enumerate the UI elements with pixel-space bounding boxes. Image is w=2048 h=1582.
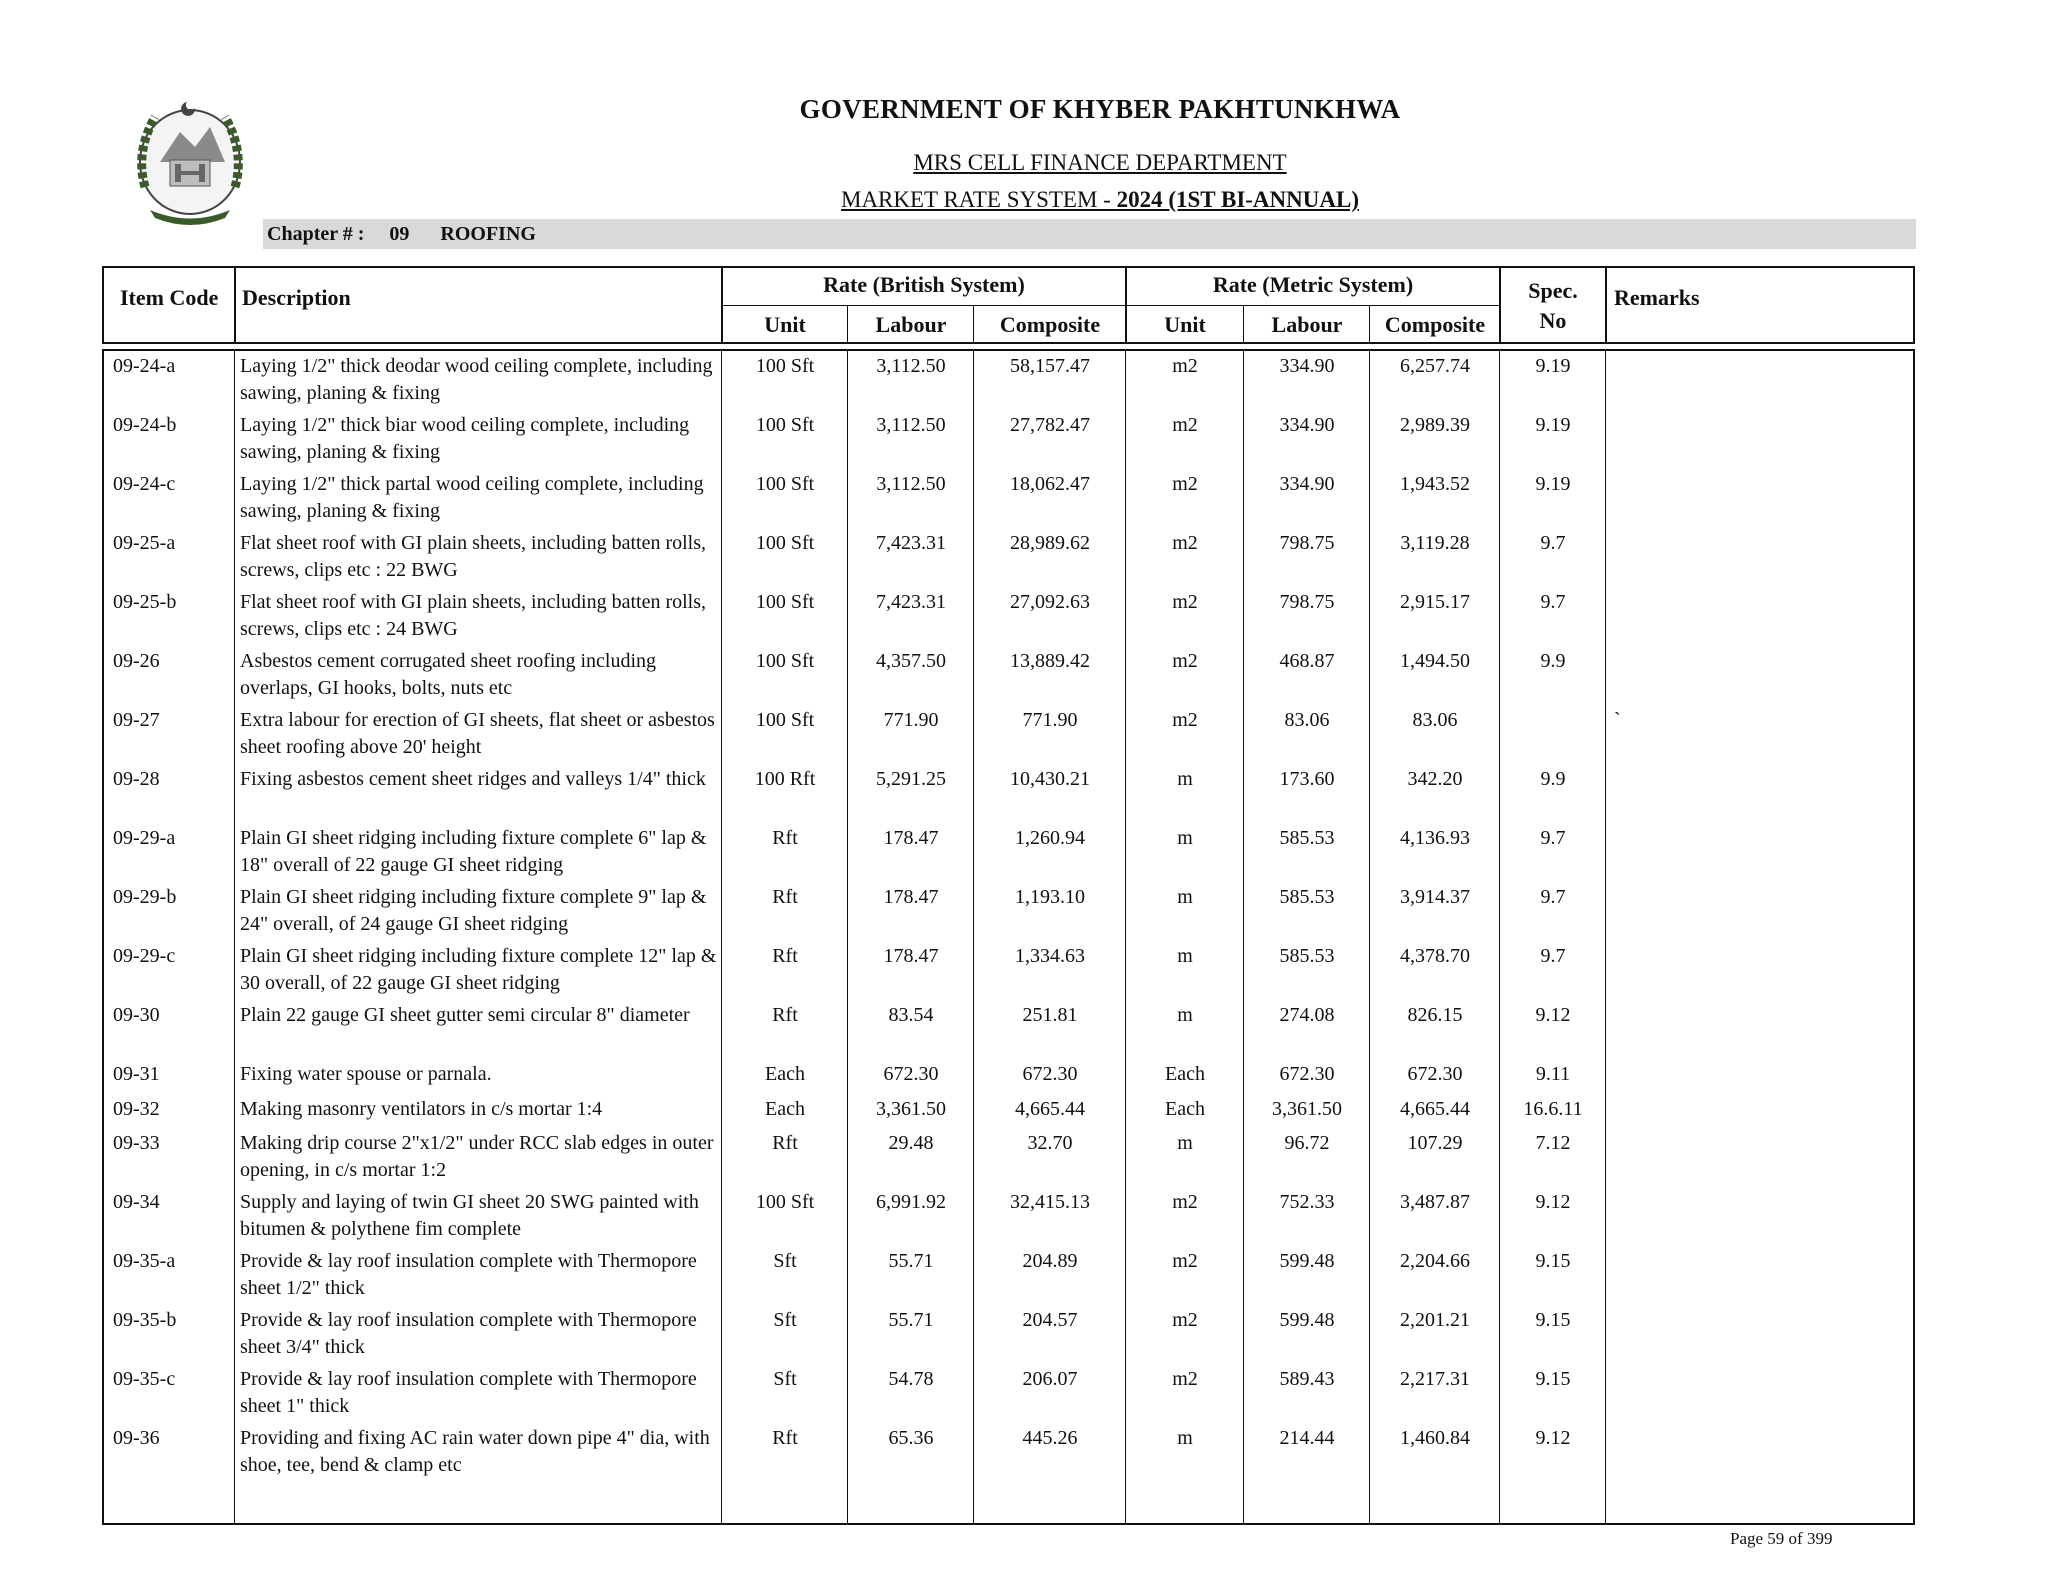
metric-unit-cell: m2 <box>1172 473 1198 495</box>
metric-unit-cell: m2 <box>1172 591 1198 613</box>
spec-no-cell: 7.12 <box>1535 1132 1571 1154</box>
spec-no-cell: 9.12 <box>1535 1427 1571 1449</box>
british-unit-cell: Rft <box>772 1427 798 1449</box>
col-metric-labour: Labour <box>1271 312 1343 337</box>
british-labour-cell: 54.78 <box>888 1368 934 1390</box>
metric-composite-cell: 2,915.17 <box>1400 591 1470 613</box>
description-cell: Plain 22 gauge GI sheet gutter semi circular 8" diameter <box>240 1004 690 1026</box>
british-unit-cell: 100 Sft <box>755 473 815 495</box>
spec-no-cell: 9.7 <box>1540 945 1566 967</box>
department-title: MRS CELL FINANCE DEPARTMENT <box>913 150 1287 175</box>
divider <box>1369 351 1370 1523</box>
metric-labour-cell: 599.48 <box>1279 1309 1335 1331</box>
british-labour-cell: 3,112.50 <box>876 473 946 495</box>
item-code-cell: 09-35-c <box>113 1368 176 1390</box>
british-labour-cell: 4,357.50 <box>876 650 946 672</box>
divider <box>234 268 236 342</box>
british-composite-cell: 18,062.47 <box>1010 473 1090 495</box>
metric-labour-cell: 96.72 <box>1284 1132 1330 1154</box>
col-spec-line2: No <box>1539 308 1567 333</box>
divider <box>1243 306 1244 342</box>
metric-labour-cell: 599.48 <box>1279 1250 1335 1272</box>
spec-no-cell: 9.11 <box>1535 1063 1571 1085</box>
col-group-metric: Rate (Metric System) <box>1212 272 1414 297</box>
metric-composite-cell: 4,665.44 <box>1400 1098 1470 1120</box>
spec-no-cell: 9.19 <box>1535 473 1571 495</box>
divider <box>973 351 974 1523</box>
british-labour-cell: 178.47 <box>883 886 939 908</box>
page-number: Page 59 of 399 <box>1730 1529 1833 1548</box>
col-remarks: Remarks <box>1614 285 1700 310</box>
divider <box>1243 351 1244 1523</box>
spec-no-cell: 9.12 <box>1535 1191 1571 1213</box>
spec-no-cell: 9.9 <box>1540 768 1566 790</box>
metric-unit-cell: m <box>1177 1132 1193 1154</box>
british-labour-cell: 83.54 <box>888 1004 934 1026</box>
british-composite-cell: 4,665.44 <box>1015 1098 1085 1120</box>
col-metric-composite: Composite <box>1384 312 1486 337</box>
metric-unit-cell: m2 <box>1172 1309 1198 1331</box>
british-unit-cell: 100 Sft <box>755 414 815 436</box>
item-code-cell: 09-33 <box>113 1132 160 1154</box>
spec-no-cell: 9.15 <box>1535 1309 1571 1331</box>
chapter-name: ROOFING <box>440 223 536 245</box>
british-unit-cell: Rft <box>772 1132 798 1154</box>
metric-labour-cell: 585.53 <box>1279 827 1335 849</box>
description-cell: Supply and laying of twin GI sheet 20 SWG painted with bitumen & polythene fim complete <box>240 1191 699 1240</box>
spec-no-cell: 9.19 <box>1535 414 1571 436</box>
british-composite-cell: 206.07 <box>1022 1368 1078 1390</box>
british-unit-cell: 100 Sft <box>755 591 815 613</box>
british-labour-cell: 7,423.31 <box>876 532 946 554</box>
british-composite-cell: 32.70 <box>1027 1132 1073 1154</box>
spec-no-cell: 9.15 <box>1535 1250 1571 1272</box>
description-cell: Fixing asbestos cement sheet ridges and valleys 1/4" thick <box>240 768 706 790</box>
metric-unit-cell: m2 <box>1172 414 1198 436</box>
item-code-cell: 09-29-a <box>113 827 176 849</box>
metric-labour-cell: 585.53 <box>1279 945 1335 967</box>
british-composite-cell: 10,430.21 <box>1010 768 1090 790</box>
metric-composite-cell: 3,487.87 <box>1400 1191 1470 1213</box>
government-emblem <box>125 92 255 232</box>
item-code-cell: 09-24-a <box>113 355 176 377</box>
metric-labour-cell: 214.44 <box>1279 1427 1335 1449</box>
item-code-cell: 09-26 <box>113 650 160 672</box>
metric-unit-cell: Each <box>1165 1063 1205 1085</box>
description-cell: Making masonry ventilators in c/s mortar 1:4 <box>240 1098 603 1120</box>
british-unit-cell: 100 Sft <box>755 1191 815 1213</box>
metric-composite-cell: 2,217.31 <box>1400 1368 1470 1390</box>
metric-composite-cell: 3,119.28 <box>1400 532 1470 554</box>
metric-composite-cell: 2,989.39 <box>1400 414 1470 436</box>
british-labour-cell: 6,991.92 <box>876 1191 946 1213</box>
item-code-cell: 09-29-b <box>113 886 177 908</box>
divider <box>1605 268 1607 342</box>
description-cell: Laying 1/2" thick deodar wood ceiling complete, including sawing, planing & fixing <box>240 355 713 404</box>
british-composite-cell: 27,782.47 <box>1010 414 1090 436</box>
metric-labour-cell: 672.30 <box>1279 1063 1335 1085</box>
british-labour-cell: 55.71 <box>888 1250 934 1272</box>
british-unit-cell: 100 Rft <box>754 768 816 790</box>
divider <box>847 306 848 342</box>
item-code-cell: 09-34 <box>113 1191 160 1213</box>
item-code-cell: 09-35-b <box>113 1309 177 1331</box>
metric-unit-cell: m2 <box>1172 709 1198 731</box>
british-unit-cell: 100 Sft <box>755 650 815 672</box>
table-body <box>102 349 1915 1525</box>
british-composite-cell: 1,260.94 <box>1015 827 1085 849</box>
british-labour-cell: 3,112.50 <box>876 414 946 436</box>
metric-unit-cell: m2 <box>1172 650 1198 672</box>
british-composite-cell: 204.57 <box>1022 1309 1078 1331</box>
metric-labour-cell: 589.43 <box>1279 1368 1335 1390</box>
divider <box>234 351 235 1523</box>
british-unit-cell: 100 Sft <box>755 709 815 731</box>
col-description: Description <box>242 285 351 310</box>
british-labour-cell: 3,361.50 <box>876 1098 946 1120</box>
british-composite-cell: 251.81 <box>1022 1004 1078 1026</box>
divider <box>723 305 1499 306</box>
description-cell: Making drip course 2"x1/2" under RCC slab edges in outer opening, in c/s mortar 1:2 <box>240 1132 714 1181</box>
metric-unit-cell: m <box>1177 886 1193 908</box>
item-code-cell: 09-31 <box>113 1063 160 1085</box>
description-cell: Provide & lay roof insulation complete with Thermopore sheet 1" thick <box>240 1368 697 1417</box>
description-cell: Flat sheet roof with GI plain sheets, including batten rolls, screws, clips etc : 22 BWG <box>240 532 707 581</box>
metric-composite-cell: 1,494.50 <box>1400 650 1470 672</box>
description-cell: Extra labour for erection of GI sheets, flat sheet or asbestos sheet roofing above 20' height <box>240 709 715 758</box>
british-composite-cell: 771.90 <box>1022 709 1078 731</box>
divider <box>973 306 974 342</box>
description-cell: Asbestos cement corrugated sheet roofing including overlaps, GI hooks, bolts, nuts etc <box>240 650 656 699</box>
metric-labour-cell: 752.33 <box>1279 1191 1335 1213</box>
metric-composite-cell: 107.29 <box>1407 1132 1463 1154</box>
british-labour-cell: 29.48 <box>888 1132 934 1154</box>
metric-composite-cell: 1,460.84 <box>1400 1427 1470 1449</box>
metric-unit-cell: m2 <box>1172 1250 1198 1272</box>
divider <box>847 351 848 1523</box>
divider <box>1605 351 1606 1523</box>
chapter-bar <box>263 219 1916 249</box>
table-header <box>102 266 1915 344</box>
metric-composite-cell: 3,914.37 <box>1400 886 1470 908</box>
spec-no-cell: 9.19 <box>1535 355 1571 377</box>
metric-composite-cell: 4,136.93 <box>1400 827 1470 849</box>
british-composite-cell: 445.26 <box>1022 1427 1078 1449</box>
col-british-unit: Unit <box>764 312 806 337</box>
rate-system-title: MARKET RATE SYSTEM - 2024 (1ST BI-ANNUAL) <box>841 187 1359 212</box>
metric-labour-cell: 798.75 <box>1279 532 1335 554</box>
british-labour-cell: 55.71 <box>888 1309 934 1331</box>
item-code-cell: 09-28 <box>113 768 160 790</box>
british-composite-cell: 32,415.13 <box>1010 1191 1090 1213</box>
metric-unit-cell: m <box>1177 945 1193 967</box>
british-unit-cell: Rft <box>772 1004 798 1026</box>
metric-labour-cell: 83.06 <box>1284 709 1330 731</box>
metric-composite-cell: 672.30 <box>1407 1063 1463 1085</box>
col-spec-line1: Spec. <box>1528 278 1578 303</box>
item-code-cell: 09-27 <box>113 709 160 731</box>
divider <box>1125 351 1126 1523</box>
metric-composite-cell: 4,378.70 <box>1400 945 1470 967</box>
description-cell: Plain GI sheet ridging including fixture complete 9" lap & 24" overall, of 24 gauge GI sheet ridging <box>240 886 707 935</box>
metric-labour-cell: 798.75 <box>1279 591 1335 613</box>
metric-unit-cell: m <box>1177 1427 1193 1449</box>
british-composite-cell: 204.89 <box>1022 1250 1078 1272</box>
government-title: GOVERNMENT OF KHYBER PAKHTUNKHWA <box>799 94 1401 124</box>
spec-no-cell: 9.12 <box>1535 1004 1571 1026</box>
british-labour-cell: 3,112.50 <box>876 355 946 377</box>
british-labour-cell: 7,423.31 <box>876 591 946 613</box>
british-labour-cell: 771.90 <box>883 709 939 731</box>
item-code-cell: 09-35-a <box>113 1250 176 1272</box>
spec-no-cell: 9.15 <box>1535 1368 1571 1390</box>
british-unit-cell: 100 Sft <box>755 532 815 554</box>
british-unit-cell: Rft <box>772 827 798 849</box>
spec-no-cell: 9.9 <box>1540 650 1566 672</box>
british-unit-cell: Sft <box>773 1368 797 1390</box>
metric-composite-cell: 1,943.52 <box>1400 473 1470 495</box>
metric-labour-cell: 334.90 <box>1279 414 1335 436</box>
metric-composite-cell: 6,257.74 <box>1400 355 1470 377</box>
metric-unit-cell: m2 <box>1172 355 1198 377</box>
british-labour-cell: 178.47 <box>883 827 939 849</box>
metric-unit-cell: m <box>1177 827 1193 849</box>
british-unit-cell: Rft <box>772 886 798 908</box>
british-labour-cell: 65.36 <box>888 1427 934 1449</box>
british-composite-cell: 13,889.42 <box>1010 650 1090 672</box>
description-cell: Laying 1/2" thick partal wood ceiling complete, including sawing, planing & fixing <box>240 473 704 522</box>
metric-unit-cell: m <box>1177 768 1193 790</box>
metric-composite-cell: 2,201.21 <box>1400 1309 1470 1331</box>
british-composite-cell: 27,092.63 <box>1010 591 1090 613</box>
description-cell: Provide & lay roof insulation complete with Thermopore sheet 1/2" thick <box>240 1250 697 1299</box>
metric-composite-cell: 342.20 <box>1407 768 1463 790</box>
british-unit-cell: Each <box>765 1098 805 1120</box>
item-code-cell: 09-29-c <box>113 945 176 967</box>
spec-no-cell: 9.7 <box>1540 591 1566 613</box>
metric-unit-cell: m <box>1177 1004 1193 1026</box>
spec-no-cell: 9.7 <box>1540 886 1566 908</box>
col-metric-unit: Unit <box>1164 312 1206 337</box>
chapter-number: 09 <box>389 223 410 245</box>
metric-labour-cell: 585.53 <box>1279 886 1335 908</box>
spec-no-cell: 9.7 <box>1540 532 1566 554</box>
description-cell: Laying 1/2" thick biar wood ceiling complete, including sawing, planing & fixing <box>240 414 690 463</box>
british-unit-cell: Sft <box>773 1250 797 1272</box>
british-composite-cell: 1,193.10 <box>1015 886 1085 908</box>
british-unit-cell: 100 Sft <box>755 355 815 377</box>
metric-unit-cell: m2 <box>1172 1191 1198 1213</box>
metric-composite-cell: 826.15 <box>1407 1004 1463 1026</box>
description-cell: Flat sheet roof with GI plain sheets, including batten rolls, screws, clips etc : 24 BWG <box>240 591 707 640</box>
british-unit-cell: Each <box>765 1063 805 1085</box>
chapter-label: Chapter # : <box>267 223 365 245</box>
item-code-cell: 09-36 <box>113 1427 160 1449</box>
british-unit-cell: Sft <box>773 1309 797 1331</box>
col-item-code: Item Code <box>120 285 219 310</box>
item-code-cell: 09-30 <box>113 1004 160 1026</box>
description-cell: Fixing water spouse or parnala. <box>240 1063 492 1085</box>
metric-labour-cell: 334.90 <box>1279 473 1335 495</box>
metric-labour-cell: 3,361.50 <box>1272 1098 1342 1120</box>
description-cell: Providing and fixing AC rain water down pipe 4" dia, with shoe, tee, bend & clamp etc <box>240 1427 710 1476</box>
metric-composite-cell: 2,204.66 <box>1400 1250 1470 1272</box>
item-code-cell: 09-25-b <box>113 591 177 613</box>
item-code-cell: 09-24-c <box>113 473 176 495</box>
item-code-cell: 09-32 <box>113 1098 160 1120</box>
divider <box>1499 351 1500 1523</box>
spec-no-cell: 16.6.11 <box>1523 1098 1583 1120</box>
col-british-composite: Composite <box>999 312 1101 337</box>
item-code-cell: 09-24-b <box>113 414 177 436</box>
description-cell: Provide & lay roof insulation complete with Thermopore sheet 3/4" thick <box>240 1309 697 1358</box>
metric-unit-cell: m2 <box>1172 532 1198 554</box>
metric-labour-cell: 334.90 <box>1279 355 1335 377</box>
divider <box>1369 306 1370 342</box>
description-cell: Plain GI sheet ridging including fixture complete 6" lap & 18" overall of 22 gauge GI sheet ridging <box>240 827 707 876</box>
divider <box>1499 268 1501 342</box>
item-code-cell: 09-25-a <box>113 532 176 554</box>
british-labour-cell: 178.47 <box>883 945 939 967</box>
metric-unit-cell: Each <box>1165 1098 1205 1120</box>
col-british-labour: Labour <box>875 312 947 337</box>
metric-labour-cell: 274.08 <box>1279 1004 1335 1026</box>
spec-no-cell: 9.7 <box>1540 827 1566 849</box>
remarks-cell: ` <box>1614 709 1621 731</box>
british-composite-cell: 58,157.47 <box>1010 355 1090 377</box>
british-composite-cell: 28,989.62 <box>1010 532 1090 554</box>
british-composite-cell: 1,334.63 <box>1015 945 1085 967</box>
col-group-british: Rate (British System) <box>823 272 1025 297</box>
british-unit-cell: Rft <box>772 945 798 967</box>
british-labour-cell: 672.30 <box>883 1063 939 1085</box>
description-cell: Plain GI sheet ridging including fixture complete 12" lap & 30 overall, of 22 gauge GI sheet ridging <box>240 945 717 994</box>
divider <box>721 351 722 1523</box>
metric-labour-cell: 173.60 <box>1279 768 1335 790</box>
metric-unit-cell: m2 <box>1172 1368 1198 1390</box>
british-composite-cell: 672.30 <box>1022 1063 1078 1085</box>
british-labour-cell: 5,291.25 <box>876 768 946 790</box>
metric-labour-cell: 468.87 <box>1279 650 1335 672</box>
metric-composite-cell: 83.06 <box>1412 709 1458 731</box>
